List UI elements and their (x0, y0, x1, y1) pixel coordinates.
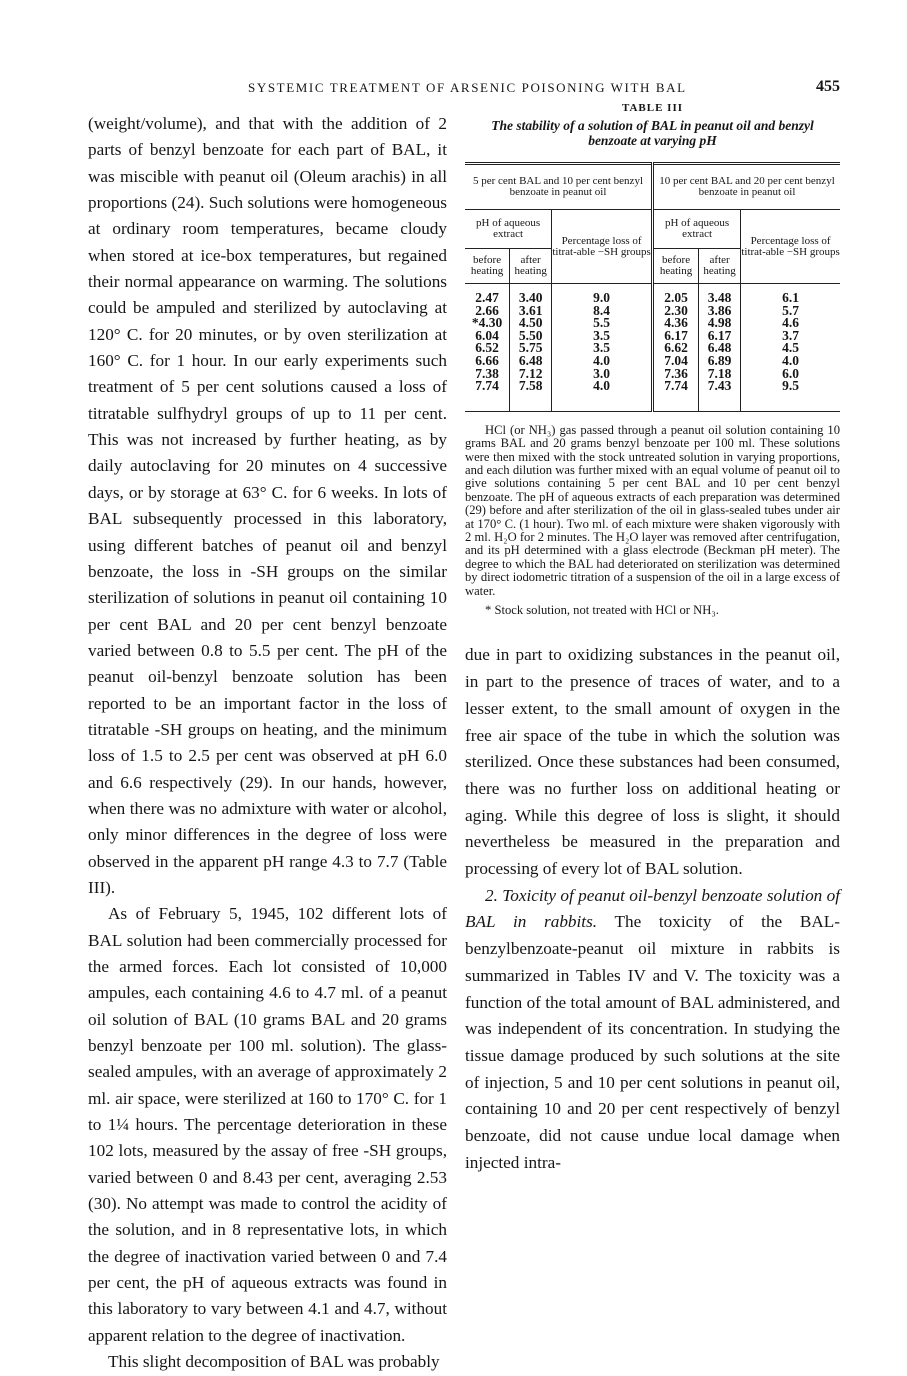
paragraph (465, 883, 840, 1177)
table-cell: 9.5 (782, 378, 800, 394)
table-cell: 3.7 (782, 327, 800, 343)
table-cell: 6.48 (699, 342, 741, 355)
right-column (465, 100, 840, 1177)
table-cell: 2.30 (652, 305, 698, 318)
before-header: before heating (465, 249, 510, 284)
table-cell: 2.47 (465, 284, 510, 305)
table-label: TABLE III (621, 102, 684, 114)
table-cell: 2.66 (465, 305, 510, 318)
table-cell: 6.0 (782, 365, 800, 381)
table-cell: 2.05 (652, 284, 698, 305)
stability-table (465, 162, 840, 412)
table-row (465, 380, 840, 411)
table-cell: 3.61 (510, 305, 552, 318)
table-cell: 7.43 (699, 380, 741, 411)
table-cell: 3.5 (552, 330, 653, 343)
loss-header: Percentage loss of titrat-able −SH groups (552, 210, 653, 284)
paragraph: (weight/volume), and that with the addition of 2 parts of benzyl benzoate for each part of BAL, it was miscible with peanut oil (Oleum arachis) in all proportions (24). Such solutions were homogeneous at ordinary room temperatures, became cloudy when stored at ice-box temperatures, but regained their normal appearance on warming. The solutions could be ampuled and sterilized by autoclaving at 120° C. for 20 minutes, or by oven sterilization at 160° C. for 1 hour. In our early experiments such treatment of 5 per cent solutions caused a loss of titratable sulfhydryl groups of up to 11 per cent. This was not increased by further heating, as by daily autoclaving for 20 minutes on 4 successive days, or by storage at 63° C. for 6 weeks. In lots of BAL subsequently processed in this laboratory, using different batches of peanut oil and benzyl benzoate, the loss in -SH groups on the similar sterilization of solutions in peanut oil containing 10 per cent BAL and 20 per cent benzyl benzoate varied between 0.8 to 5.5 per cent. The pH of the peanut oil-benzyl benzoate solution has been reported to be an important factor in the loss of titratable -SH groups on heating, and the minimum loss of 1.5 to 2.5 per cent was observed at pH 6.0 and 6.6 respectively (29). In our hands, however, when there was no admixture with water or alcohol, only minor differences in the degree of loss were observed in the apparent pH range 4.3 to 7.7 (Table III). (88, 114, 447, 897)
table-cell: 6.66 (465, 355, 510, 368)
paragraph: As of February 5, 1945, 102 different lots of BAL solution had been commercially processed for the armed forces. Each lot consisted of 10,000 ampules, each containing 4.6 to 4.7 ml. of a peanut oil solution of BAL (10 grams BAL and 20 grams benzyl benzoate per 100 ml. solution). The glass-sealed ampules, with an average of approximately 2 ml. air space, were sterilized at 160 to 170° C. for 1 to 1¼ hours. The percentage deterioration in these 102 lots, measured by the assay of free -SH groups, varied between 0 and 8.43 per cent, averaging 2.53 (30). No attempt was made to control the acidity of the solution, and in 8 representative lots, in which the degree of inactivation varied between 0 and 7.4 per cent, the pH of aqueous extracts was found in this laboratory to vary between 4.1 and 4.7, without apparent relation to the degree of inactivation. (88, 904, 447, 1345)
ph-header: pH of aqueous extract (652, 210, 740, 249)
right-body (465, 642, 840, 1176)
table-cell: 7.04 (652, 355, 698, 368)
table-cell: 6.52 (465, 342, 510, 355)
before-header: before heating (652, 249, 698, 284)
running-title: SYSTEMIC TREATMENT OF ARSENIC POISONING WITH BAL (248, 80, 687, 95)
table-cell: 4.50 (510, 317, 552, 330)
table-cell: 7.58 (510, 380, 552, 411)
table-cell: 5.5 (552, 317, 653, 330)
table-cell: 6.17 (699, 330, 741, 343)
page-number: 455 (816, 78, 840, 95)
table-cell: 8.4 (552, 305, 653, 318)
table-cell: 3.5 (552, 342, 653, 355)
table-note-text: HCl (or NH₃) gas passed through a peanut oil solution containing 10 grams BAL and 20 grams benzyl benzoate per 100 ml. These solutions were then mixed with the stock untreated solution in varying proportions, and each dilution was further mixed with an equal volume of peanut oil to give solutions containing 5 per cent BAL and 10 per cent benzyl benzoate. The pH of aqueous extracts of each preparation was determined (29) before and after sterilization of the oil in glass-sealed tubes under air at 170° C. (1 hour). Two ml. of each mixture were shaken vigorously with 2 ml. H₂O for 2 minutes. The H₂O layer was removed after centrifugation, and its pH determined with a glass electrode (Beckman pH meter). The degree to which the BAL had deteriorated on sterilization was determined by direct iodometric titration of a suspension of the oil in a large excess of water. (465, 422, 840, 598)
table-cell: 6.48 (510, 355, 552, 368)
group-header: 10 per cent BAL and 20 per cent benzyl benzoate in peanut oil (652, 164, 840, 210)
paragraph-text: The toxicity of the BAL-benzylbenzoate-peanut oil mixture in rabbits is summarized in Tables IV and V. The toxicity was a function of the total amount of BAL administered, and was independent of its concentration. In studying the tissue damage produced by such solutions at the site of injection, 5 and 10 per cent solutions in peanut oil, containing 10 and 20 per cent respectively of benzyl benzoate, did not cause undue local damage when injected intra- (465, 912, 841, 1172)
after-header: after heating (699, 249, 741, 284)
table-cell: 6.17 (652, 330, 698, 343)
table-cell: 4.0 (552, 355, 653, 368)
table-row (465, 284, 840, 305)
table-cell: 3.48 (699, 284, 741, 305)
table-caption: The stability of a solution of BAL in peanut oil and benzyl benzoate at varying pH (491, 118, 814, 148)
table-cell: 5.7 (782, 302, 800, 318)
table-cell: 3.40 (510, 284, 552, 305)
table-cell: 4.98 (699, 317, 741, 330)
table-cell: 6.04 (465, 330, 510, 343)
table-cell: 6.89 (699, 355, 741, 368)
table-note (465, 424, 840, 618)
paragraph: due in part to oxidizing substances in the peanut oil, in part to the presence of traces of water, and to a lesser extent, to the small amount of oxygen in the free air space of the tube in which the solution was sterilized. Once these substances had been consumed, there was no further loss on additional heating or aging. While this degree of loss is slight, it should nevertheless be measured in the preparation and processing of every lot of BAL solution. (465, 645, 840, 879)
table-footnote: * Stock solution, not treated with HCl or NH₃. (485, 603, 719, 618)
table-cell: 5.75 (510, 342, 552, 355)
table-cell: 6.62 (652, 342, 698, 355)
section-heading: 2. Toxicity of peanut oil-benzyl benzoate solution of BAL in rabbits. (465, 885, 840, 932)
paragraph: This slight decomposition of BAL was probably (108, 1352, 440, 1372)
table-cell: 4.6 (782, 315, 800, 331)
ph-header: pH of aqueous extract (465, 210, 552, 249)
table-cell: 4.0 (552, 380, 653, 411)
table-cell: 4.5 (782, 340, 800, 356)
table-cell: 7.12 (510, 368, 552, 381)
table-cell: 7.18 (699, 368, 741, 381)
after-header: after heating (510, 249, 552, 284)
table-cell: 7.74 (465, 380, 510, 411)
table-cell: 3.0 (552, 368, 653, 381)
table-cell: 4.36 (652, 317, 698, 330)
table-cell: 3.86 (699, 305, 741, 318)
left-column (88, 111, 447, 1376)
table-cell: 7.38 (465, 368, 510, 381)
table-cell: 6.1 (782, 290, 800, 305)
table-cell: 7.74 (652, 380, 698, 411)
table-cell: 9.0 (552, 284, 653, 305)
table-cell: 4.0 (782, 352, 800, 368)
page-header (88, 78, 840, 100)
table-cell: 5.50 (510, 330, 552, 343)
table-cell: *4.30 (465, 317, 510, 330)
loss-header: Percentage loss of titrat-able −SH groups (741, 210, 840, 284)
table-cell: 7.36 (652, 368, 698, 381)
group-header: 5 per cent BAL and 10 per cent benzyl benzoate in peanut oil (465, 164, 652, 210)
